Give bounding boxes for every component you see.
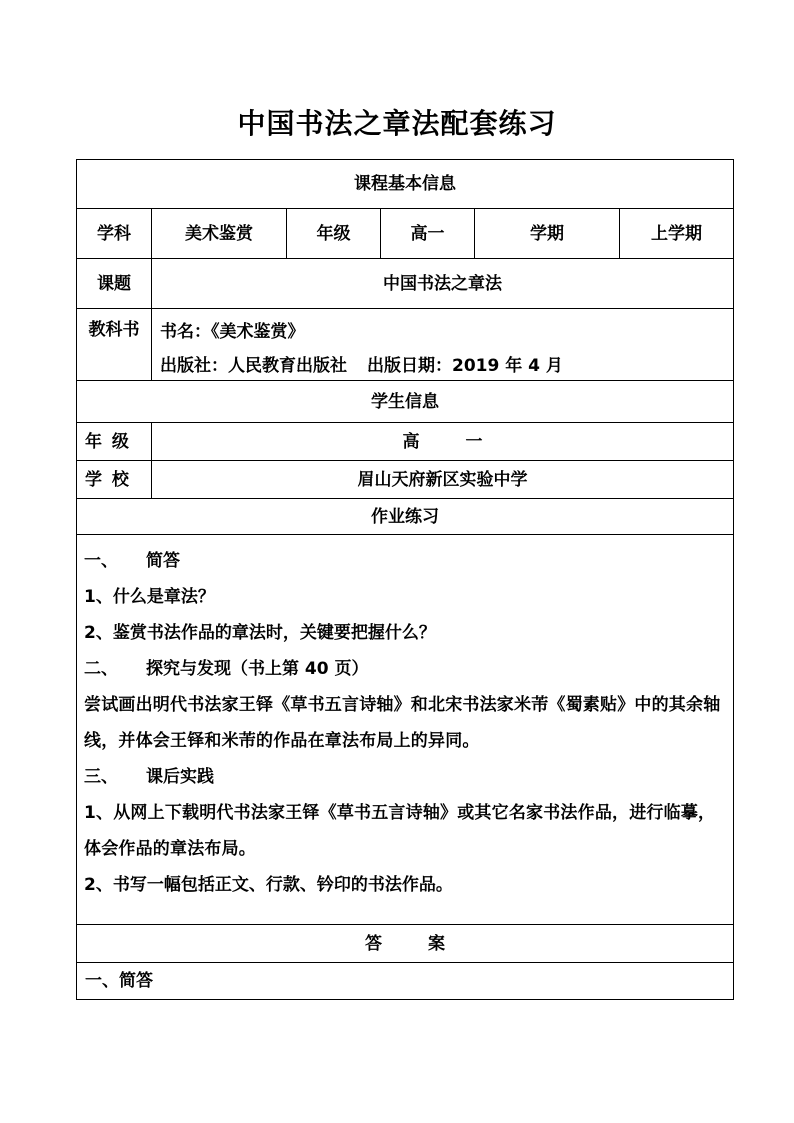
exercise-table <box>76 159 734 1000</box>
homework-content <box>77 535 733 924</box>
textbook-details <box>152 309 733 380</box>
textbook-row <box>77 309 733 381</box>
topic-label: 课题 <box>77 259 152 308</box>
course-basic-row <box>77 209 733 259</box>
grade-label: 年级 <box>287 209 381 258</box>
publisher: 出版社：人民教育出版社 <box>160 356 347 376</box>
student-grade-value: 高 一 <box>402 431 483 452</box>
student-grade-row <box>77 423 733 461</box>
school-label: 学 校 <box>77 461 152 498</box>
publish-date: 出版日期：2019 年 4 月 <box>367 356 563 376</box>
section-simple-answer <box>84 543 727 579</box>
subject-label: 学科 <box>77 209 152 258</box>
section2-number: 二、 <box>84 659 118 679</box>
answers-header-row <box>77 925 733 963</box>
school-value: 眉山天府新区实验中学 <box>357 469 528 490</box>
explore-text: 尝试画出明代书法家王铎《草书五言诗轴》和北宋书法家米芾《蜀素贴》中的其余轴线，并体会王铎和米芾的作品在章法布局上的异同。 <box>84 695 721 751</box>
section3-title: 课后实践 <box>146 767 214 787</box>
answers-section-1: 一、简答 <box>85 971 153 991</box>
school-row <box>77 461 733 499</box>
topic-row <box>77 259 733 309</box>
section3-number: 三、 <box>84 767 118 787</box>
course-info-header: 课程基本信息 <box>354 174 456 194</box>
book-name: 书名：《美术鉴赏》 <box>160 322 305 342</box>
subject-value: 美术鉴赏 <box>152 209 287 258</box>
section-practice <box>84 759 727 795</box>
student-grade-label: 年 级 <box>77 423 152 460</box>
section1-number: 一、 <box>84 551 118 571</box>
section1-title: 简答 <box>146 551 180 571</box>
homework-header-row <box>77 499 733 535</box>
student-info-header: 学生信息 <box>371 391 439 412</box>
section2-title: 探究与发现（书上第 40 页） <box>146 659 369 679</box>
student-info-header-row <box>77 381 733 423</box>
practice-1: 1、从网上下载明代书法家王铎《草书五言诗轴》或其它名家书法作品，进行临摹，体会作品的章法布局。 <box>84 803 716 859</box>
term-value: 上学期 <box>651 223 702 244</box>
term-label: 学期 <box>475 209 620 258</box>
textbook-label: 教科书 <box>77 309 152 380</box>
question-1: 1、什么是章法？ <box>84 587 215 607</box>
answers-header: 答 案 <box>365 933 445 954</box>
practice-2: 2、书写一幅包括正文、行款、钤印的书法作品。 <box>84 875 453 895</box>
answers-content-row <box>77 963 733 999</box>
grade-value: 高一 <box>381 209 475 258</box>
topic-value: 中国书法之章法 <box>383 273 502 294</box>
section-explore <box>84 651 727 687</box>
course-info-header-row <box>77 160 733 209</box>
document-title: 中国书法之章法配套练习 <box>237 107 557 140</box>
publisher-line <box>160 349 563 383</box>
question-2: 2、鉴赏书法作品的章法时，关键要把握什么？ <box>84 623 436 643</box>
homework-content-row <box>77 535 733 925</box>
homework-header: 作业练习 <box>371 506 439 527</box>
